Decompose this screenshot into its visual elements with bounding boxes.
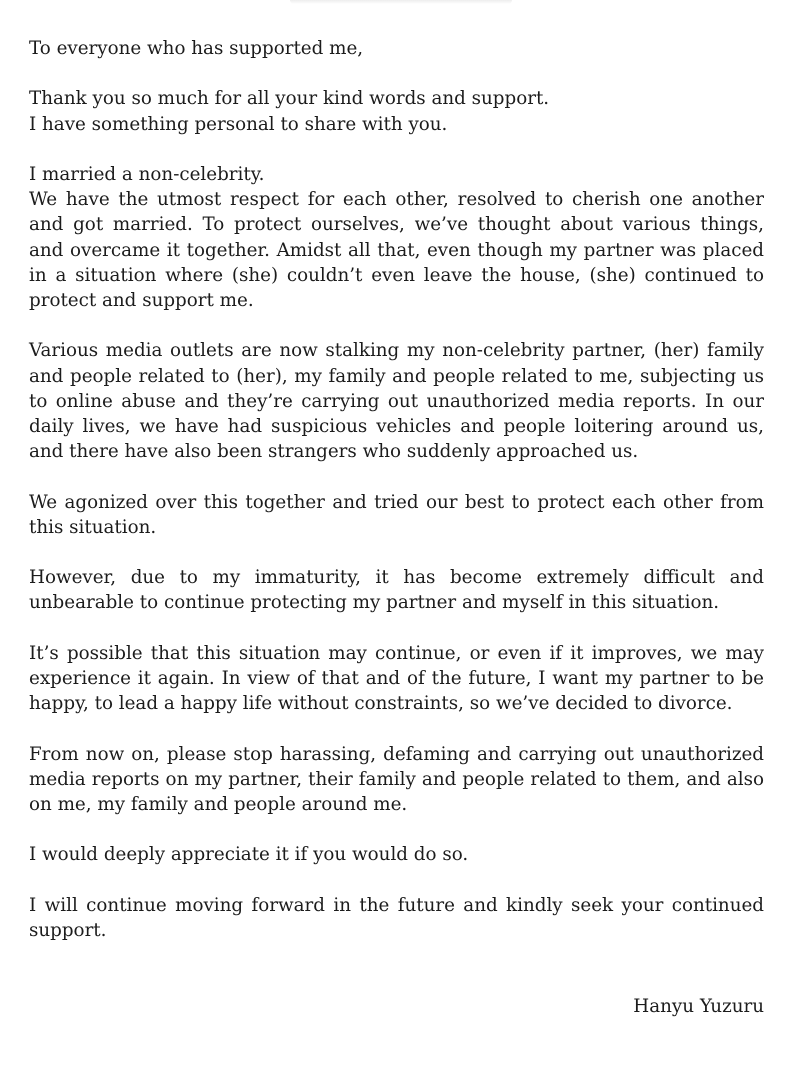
paragraph-request: From now on, please stop harassing, defaming and carrying out unauthorized media reports on my partner, their family and people related to them, and also on me, my family and people around me. — [29, 743, 764, 815]
paragraph-forward: I will continue moving forward in the future and kindly seek your continued support. — [29, 894, 764, 941]
letter-body — [29, 36, 764, 968]
paragraph-divorce: It’s possible that this situation may continue, or even if it improves, we may experience it again. In view of that and of the future, I want my partner to be happy, to lead a happy life without constraints, so we’ve decided to divorce. — [29, 642, 764, 715]
signature: Hanyu Yuzuru — [633, 996, 764, 1017]
page-top-edge — [290, 0, 512, 4]
paragraph-agonized: We agonized over this together and tried our best to protect each other from this situation. — [29, 491, 764, 538]
thanks-line: Thank you so much for all your kind words and support. — [29, 88, 550, 110]
marriage-body: We have the utmost respect for each other, resolved to cherish one another and got married. To protect ourselves, we’ve thought about various things, and overcame it together. Amidst all that, even though my partner was placed in a situation where (she) couldn’t even leave the house, (she) continued to protect and support me. — [29, 189, 764, 311]
share-line: I have something personal to share with you. — [29, 113, 448, 135]
paragraph-marriage — [29, 162, 764, 313]
paragraph-thanks — [29, 86, 764, 136]
letter-greeting: To everyone who has supported me, — [29, 38, 364, 59]
paragraph-immaturity: However, due to my immaturity, it has become extremely difficult and unbearable to continue protecting my partner and myself in this situation. — [29, 567, 764, 614]
paragraph-media: Various media outlets are now stalking my non-celebrity partner, (her) family and people related to (her), my family and people related to me, subjecting us to online abuse and they’re carrying out unauthorized media reports. In our daily lives, we have had suspicious vehicles and people loitering around us, and there have also been strangers who suddenly approached us. — [29, 340, 764, 463]
marriage-line: I married a non-celebrity. — [29, 163, 265, 185]
paragraph-appreciate: I would deeply appreciate it if you would do so. — [29, 844, 469, 866]
